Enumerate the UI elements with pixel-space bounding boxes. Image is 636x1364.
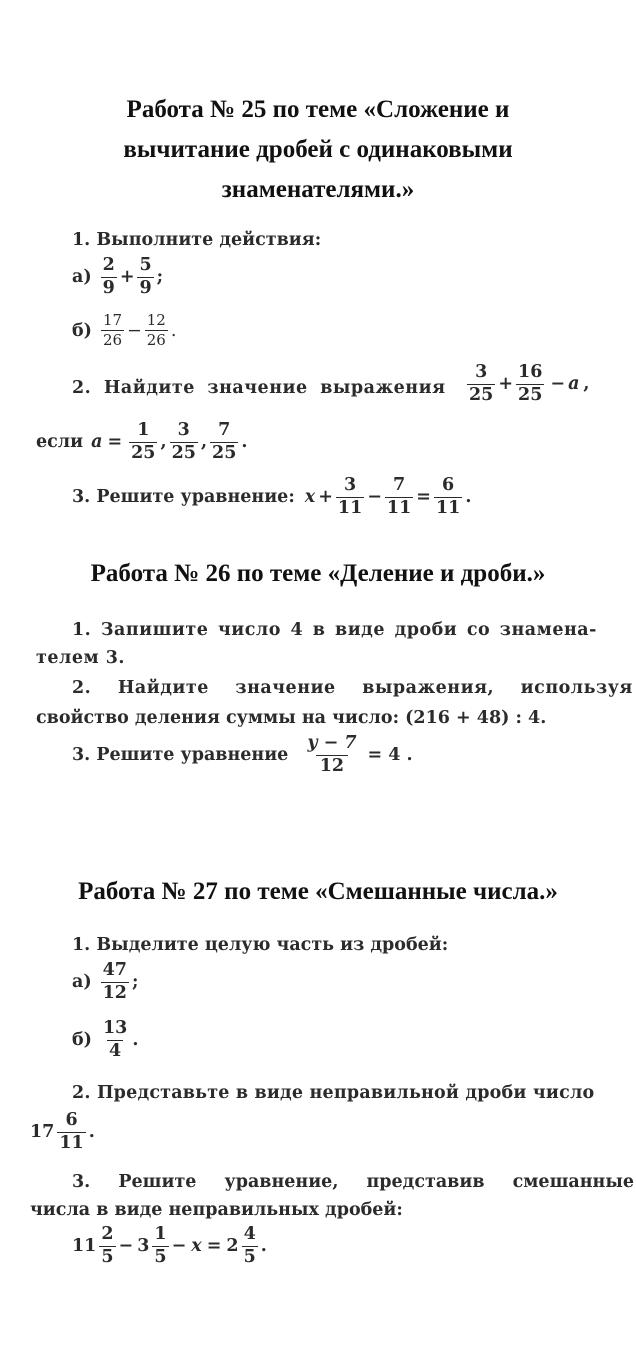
whole-part: 2 [226,1236,239,1257]
work26-task2-line2: свойство деления суммы на число: (216 + 48) : 4. [36,708,547,728]
work27-task1: 1. Выделите целую часть из дробей: [72,935,449,955]
fraction: $\frac{3}{25}$ [171,420,196,463]
work25-title-line3: знаменателями.» [221,176,415,203]
end-mark: ; [156,267,164,288]
variable: x [191,1236,202,1257]
task-text: 3. Решите уравнение: [72,487,295,508]
fraction: $\frac{2}{5}$ [101,1224,114,1267]
work26-task3 [72,735,413,776]
work25-task3 [72,477,471,518]
variable: a [568,374,580,395]
equals-sign: = [416,487,431,508]
operator: − [550,374,566,395]
end-mark: . [260,1236,267,1257]
work25-task2-condition [36,422,247,463]
work27-task3-line1: 3. Решите уравнение, представив смешанные [72,1172,635,1192]
operator: + [119,267,135,288]
end-mark: . [170,320,177,341]
end-mark: . [132,1030,139,1051]
end-mark: , [583,374,590,395]
item-label: б) [72,1030,92,1051]
fraction: $\frac{7}{25}$ [212,420,237,463]
work25-title-line1: Работа № 25 по теме «Сложение и [126,96,510,123]
fraction: $\frac{2}{9}$ [102,255,115,298]
operator: − [367,487,382,508]
operator: − [118,1236,134,1257]
operator: + [498,374,514,395]
fraction: $\frac{4}{5}$ [243,1224,256,1267]
work27-task1b [72,1020,138,1061]
work26-task1-line2: телем 3. [36,648,126,668]
end-mark: ; [131,972,139,993]
end-mark: . [465,487,472,508]
work26-task1-line1: 1. Запишите число 4 в виде дроби со знамена- [72,620,597,640]
work25-task2-expression [464,364,590,405]
fraction: $\frac{16}{25}$ [518,362,543,405]
fraction: $\frac{17}{26}$ [102,311,123,350]
equals-sign: = [107,432,123,453]
variable: x [304,487,316,508]
fraction: $\frac{47}{12}$ [102,960,127,1003]
operator: − [127,320,142,341]
fraction: $\frac{6}{11}$ [59,1110,84,1153]
equation-rest: = 4 . [367,745,413,766]
work25-task1a [72,257,163,298]
task-text: 3. Решите уравнение [72,745,289,766]
fraction: $\frac{3}{25}$ [469,362,494,405]
work25-title-line2: вычитание дробей с одинаковыми [123,136,513,163]
variable: a [91,432,103,453]
equals-sign: = [206,1236,222,1257]
fraction: $\frac{1}{25}$ [131,420,156,463]
if-word: если [36,432,84,453]
separator: , [160,432,167,453]
end-mark: . [88,1122,95,1143]
operator: − [171,1236,187,1257]
fraction: $\frac{13}{4}$ [102,1018,128,1061]
fraction: $\frac{6}{11}$ [435,475,461,518]
work26-task2-line1: 2. Найдите значение выражения, используя [72,678,633,698]
work26-title: Работа № 26 по теме «Деление и дроби.» [90,560,546,587]
fraction: $\frac{1}{5}$ [154,1224,167,1267]
fraction: $\frac{5}{9}$ [139,255,152,298]
work27-title: Работа № 27 по теме «Смешанные числа.» [78,878,558,905]
end-mark: . [241,432,248,453]
work27-task2: 2. Представьте в виде неправильной дроби число [72,1083,595,1103]
item-label: б) [72,320,92,341]
work25-task1b [72,313,176,349]
work25-task1: 1. Выполните действия: [72,230,322,250]
operator: + [318,487,333,508]
whole-part: 11 [72,1236,97,1257]
work27-task2-mixed-number [30,1112,95,1153]
whole-part: 17 [30,1122,55,1143]
work27-task3-equation [72,1226,267,1267]
fraction: $\frac{7}{11}$ [386,475,412,518]
fraction: $\frac{3}{11}$ [337,475,363,518]
work27-task1a [72,962,138,1003]
fraction: $\frac{y - 7}{12}$ [307,733,357,776]
item-label: а) [72,972,92,993]
fraction: $\frac{12}{26}$ [146,311,166,350]
whole-part: 3 [137,1236,150,1257]
item-label: а) [72,267,92,288]
separator: , [200,432,208,453]
work25-task2: 2. Найдите значение выражения [72,378,446,398]
work27-task3-line2: числа в виде неправильных дробей: [30,1200,403,1220]
